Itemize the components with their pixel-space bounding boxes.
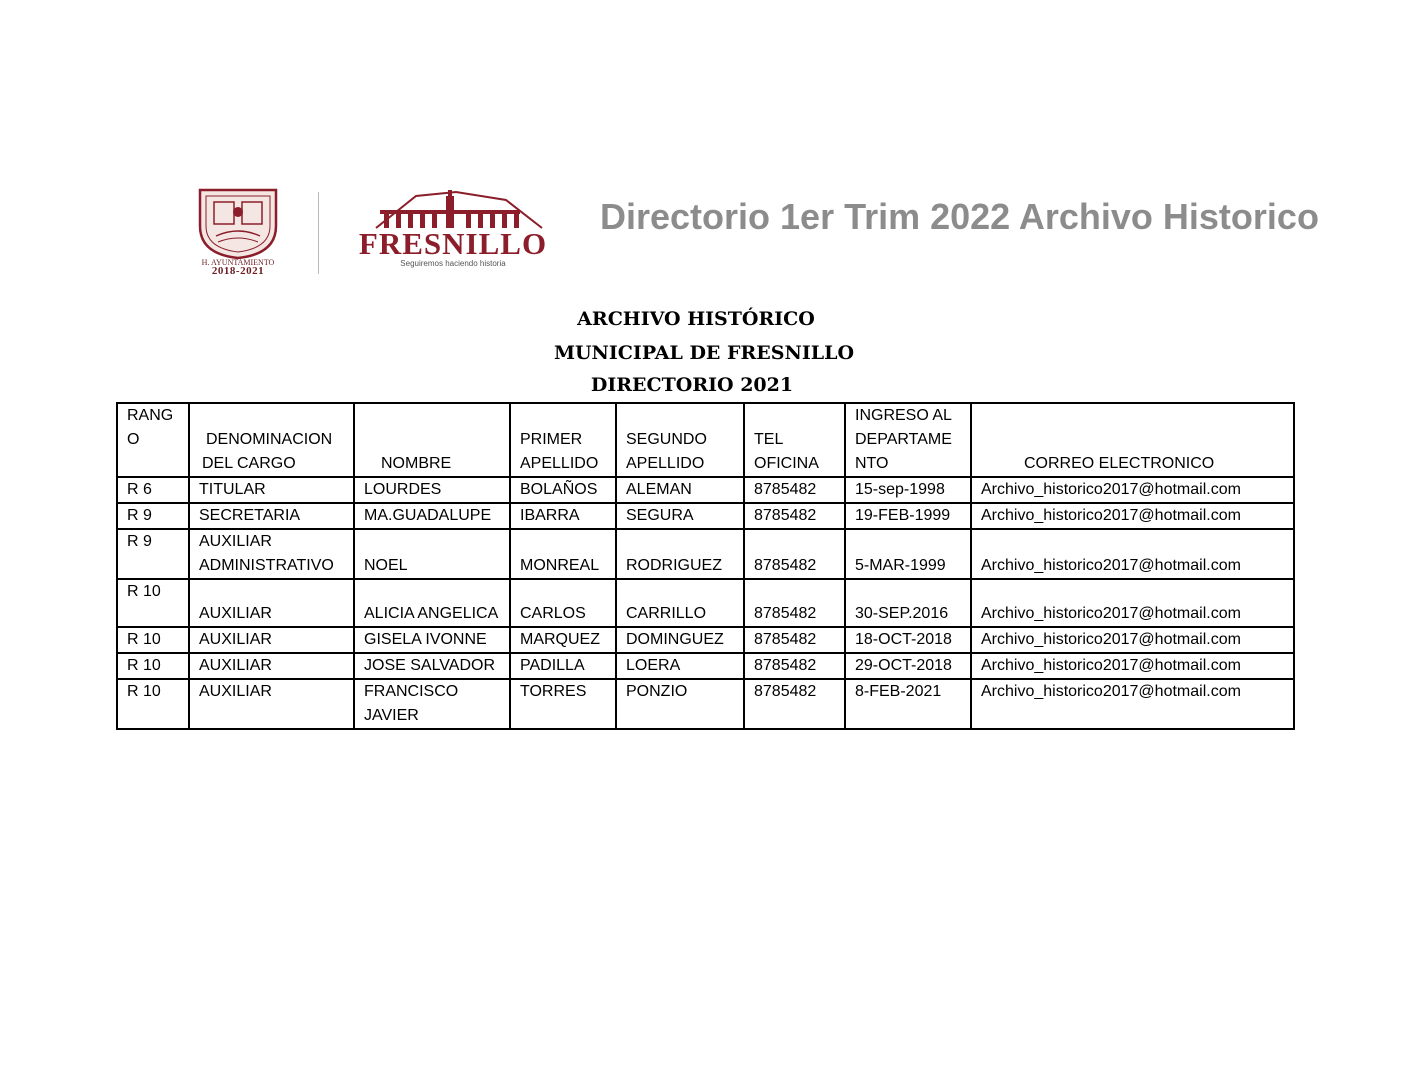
logo-divider [318, 192, 319, 274]
cell-primer-apellido: MONREAL [510, 529, 616, 579]
cell-tel: 8785482 [744, 627, 845, 653]
cell-correo: Archivo_historico2017@hotmail.com [971, 529, 1294, 579]
cell-tel: 8785482 [744, 529, 845, 579]
cell-primer-apellido: TORRES [510, 679, 616, 729]
header-nombre: NOMBRE [354, 403, 510, 477]
cell-tel: 8785482 [744, 679, 845, 729]
cell-correo: Archivo_historico2017@hotmail.com [971, 579, 1294, 627]
table-row [117, 627, 1294, 653]
cell-tel: 8785482 [744, 579, 845, 627]
table-row [117, 477, 1294, 503]
cell-correo: Archivo_historico2017@hotmail.com [971, 477, 1294, 503]
cell-nombre: GISELA IVONNE [354, 627, 510, 653]
seal-caption-line1: H. AYUNTAMIENTO [201, 258, 275, 267]
header-correo: CORREO ELECTRONICO [971, 403, 1294, 477]
cell-nombre: JOSE SALVADOR [354, 653, 510, 679]
cell-segundo-apellido: PONZIO [616, 679, 744, 729]
cell-ingreso: 5-MAR-1999 [845, 529, 971, 579]
cell-correo: Archivo_historico2017@hotmail.com [971, 679, 1294, 729]
cell-correo: Archivo_historico2017@hotmail.com [971, 627, 1294, 653]
header-cargo: DENOMINACION DEL CARGO [189, 403, 354, 477]
cell-ingreso: 8-FEB-2021 [845, 679, 971, 729]
header-ingreso: INGRESO AL DEPARTAME NTO [845, 403, 971, 477]
cell-correo: Archivo_historico2017@hotmail.com [971, 653, 1294, 679]
cell-segundo-apellido: CARRILLO [616, 579, 744, 627]
cell-ingreso: 15-sep-1998 [845, 477, 971, 503]
table-row [117, 529, 1294, 579]
cell-segundo-apellido: DOMINGUEZ [616, 627, 744, 653]
header-segundo-apellido: SEGUNDO APELLIDO [616, 403, 744, 477]
cell-tel: 8785482 [744, 653, 845, 679]
logo-slogan: Seguiremos haciendo historia [400, 259, 506, 268]
cell-primer-apellido: MARQUEZ [510, 627, 616, 653]
cell-rango: R 10 [117, 679, 189, 729]
cell-rango: R 9 [117, 529, 189, 579]
cell-cargo: AUXILIAR [189, 579, 354, 627]
cell-segundo-apellido: ALEMAN [616, 477, 744, 503]
cell-primer-apellido: PADILLA [510, 653, 616, 679]
cell-rango: R 10 [117, 579, 189, 627]
cell-cargo: AUXILIAR [189, 627, 354, 653]
table-row [117, 653, 1294, 679]
header-tel: TEL OFICINA [744, 403, 845, 477]
cell-segundo-apellido: SEGURA [616, 503, 744, 529]
cell-nombre: FRANCISCO JAVIER [354, 679, 510, 729]
cell-cargo: SECRETARIA [189, 503, 354, 529]
cell-segundo-apellido: LOERA [616, 653, 744, 679]
table-row [117, 503, 1294, 529]
logo-wordmark: FRESNILLO [358, 226, 548, 261]
cell-nombre: LOURDES [354, 477, 510, 503]
cell-segundo-apellido: RODRIGUEZ [616, 529, 744, 579]
cell-tel: 8785482 [744, 477, 845, 503]
cell-nombre: MA.GUADALUPE [354, 503, 510, 529]
cell-rango: R 10 [117, 627, 189, 653]
cell-nombre: ALICIA ANGELICA [354, 579, 510, 627]
cell-primer-apellido: CARLOS [510, 579, 616, 627]
cell-cargo: AUXILIAR ADMINISTRATIVO [189, 529, 354, 579]
seal-caption-years: 2018-2021 [211, 265, 265, 277]
header-rango: RANG O [117, 403, 189, 477]
cell-nombre: NOEL [354, 529, 510, 579]
heading-line3: DIRECTORIO 2021 [590, 374, 794, 396]
heading-line1: ARCHIVO HISTÓRICO [577, 308, 815, 330]
heading-line2: MUNICIPAL DE FRESNILLO [553, 342, 855, 364]
cell-ingreso: 30-SEP.2016 [845, 579, 971, 627]
table-row [117, 679, 1294, 729]
cell-correo: Archivo_historico2017@hotmail.com [971, 503, 1294, 529]
cell-ingreso: 18-OCT-2018 [845, 627, 971, 653]
seal-caption [186, 258, 290, 276]
table-header-row [117, 403, 1294, 477]
cell-ingreso: 29-OCT-2018 [845, 653, 971, 679]
cell-cargo: AUXILIAR [189, 679, 354, 729]
cell-primer-apellido: IBARRA [510, 503, 616, 529]
cell-cargo: AUXILIAR [189, 653, 354, 679]
cell-cargo: TITULAR [189, 477, 354, 503]
directory-table [116, 402, 1295, 730]
cell-rango: R 6 [117, 477, 189, 503]
cell-ingreso: 19-FEB-1999 [845, 503, 971, 529]
header-primer-apellido: PRIMER APELLIDO [510, 403, 616, 477]
cell-rango: R 9 [117, 503, 189, 529]
cell-tel: 8785482 [744, 503, 845, 529]
document-title: Directorio 1er Trim 2022 Archivo Historico [600, 196, 1319, 237]
table-row [117, 579, 1294, 627]
cell-primer-apellido: BOLAÑOS [510, 477, 616, 503]
cell-rango: R 10 [117, 653, 189, 679]
